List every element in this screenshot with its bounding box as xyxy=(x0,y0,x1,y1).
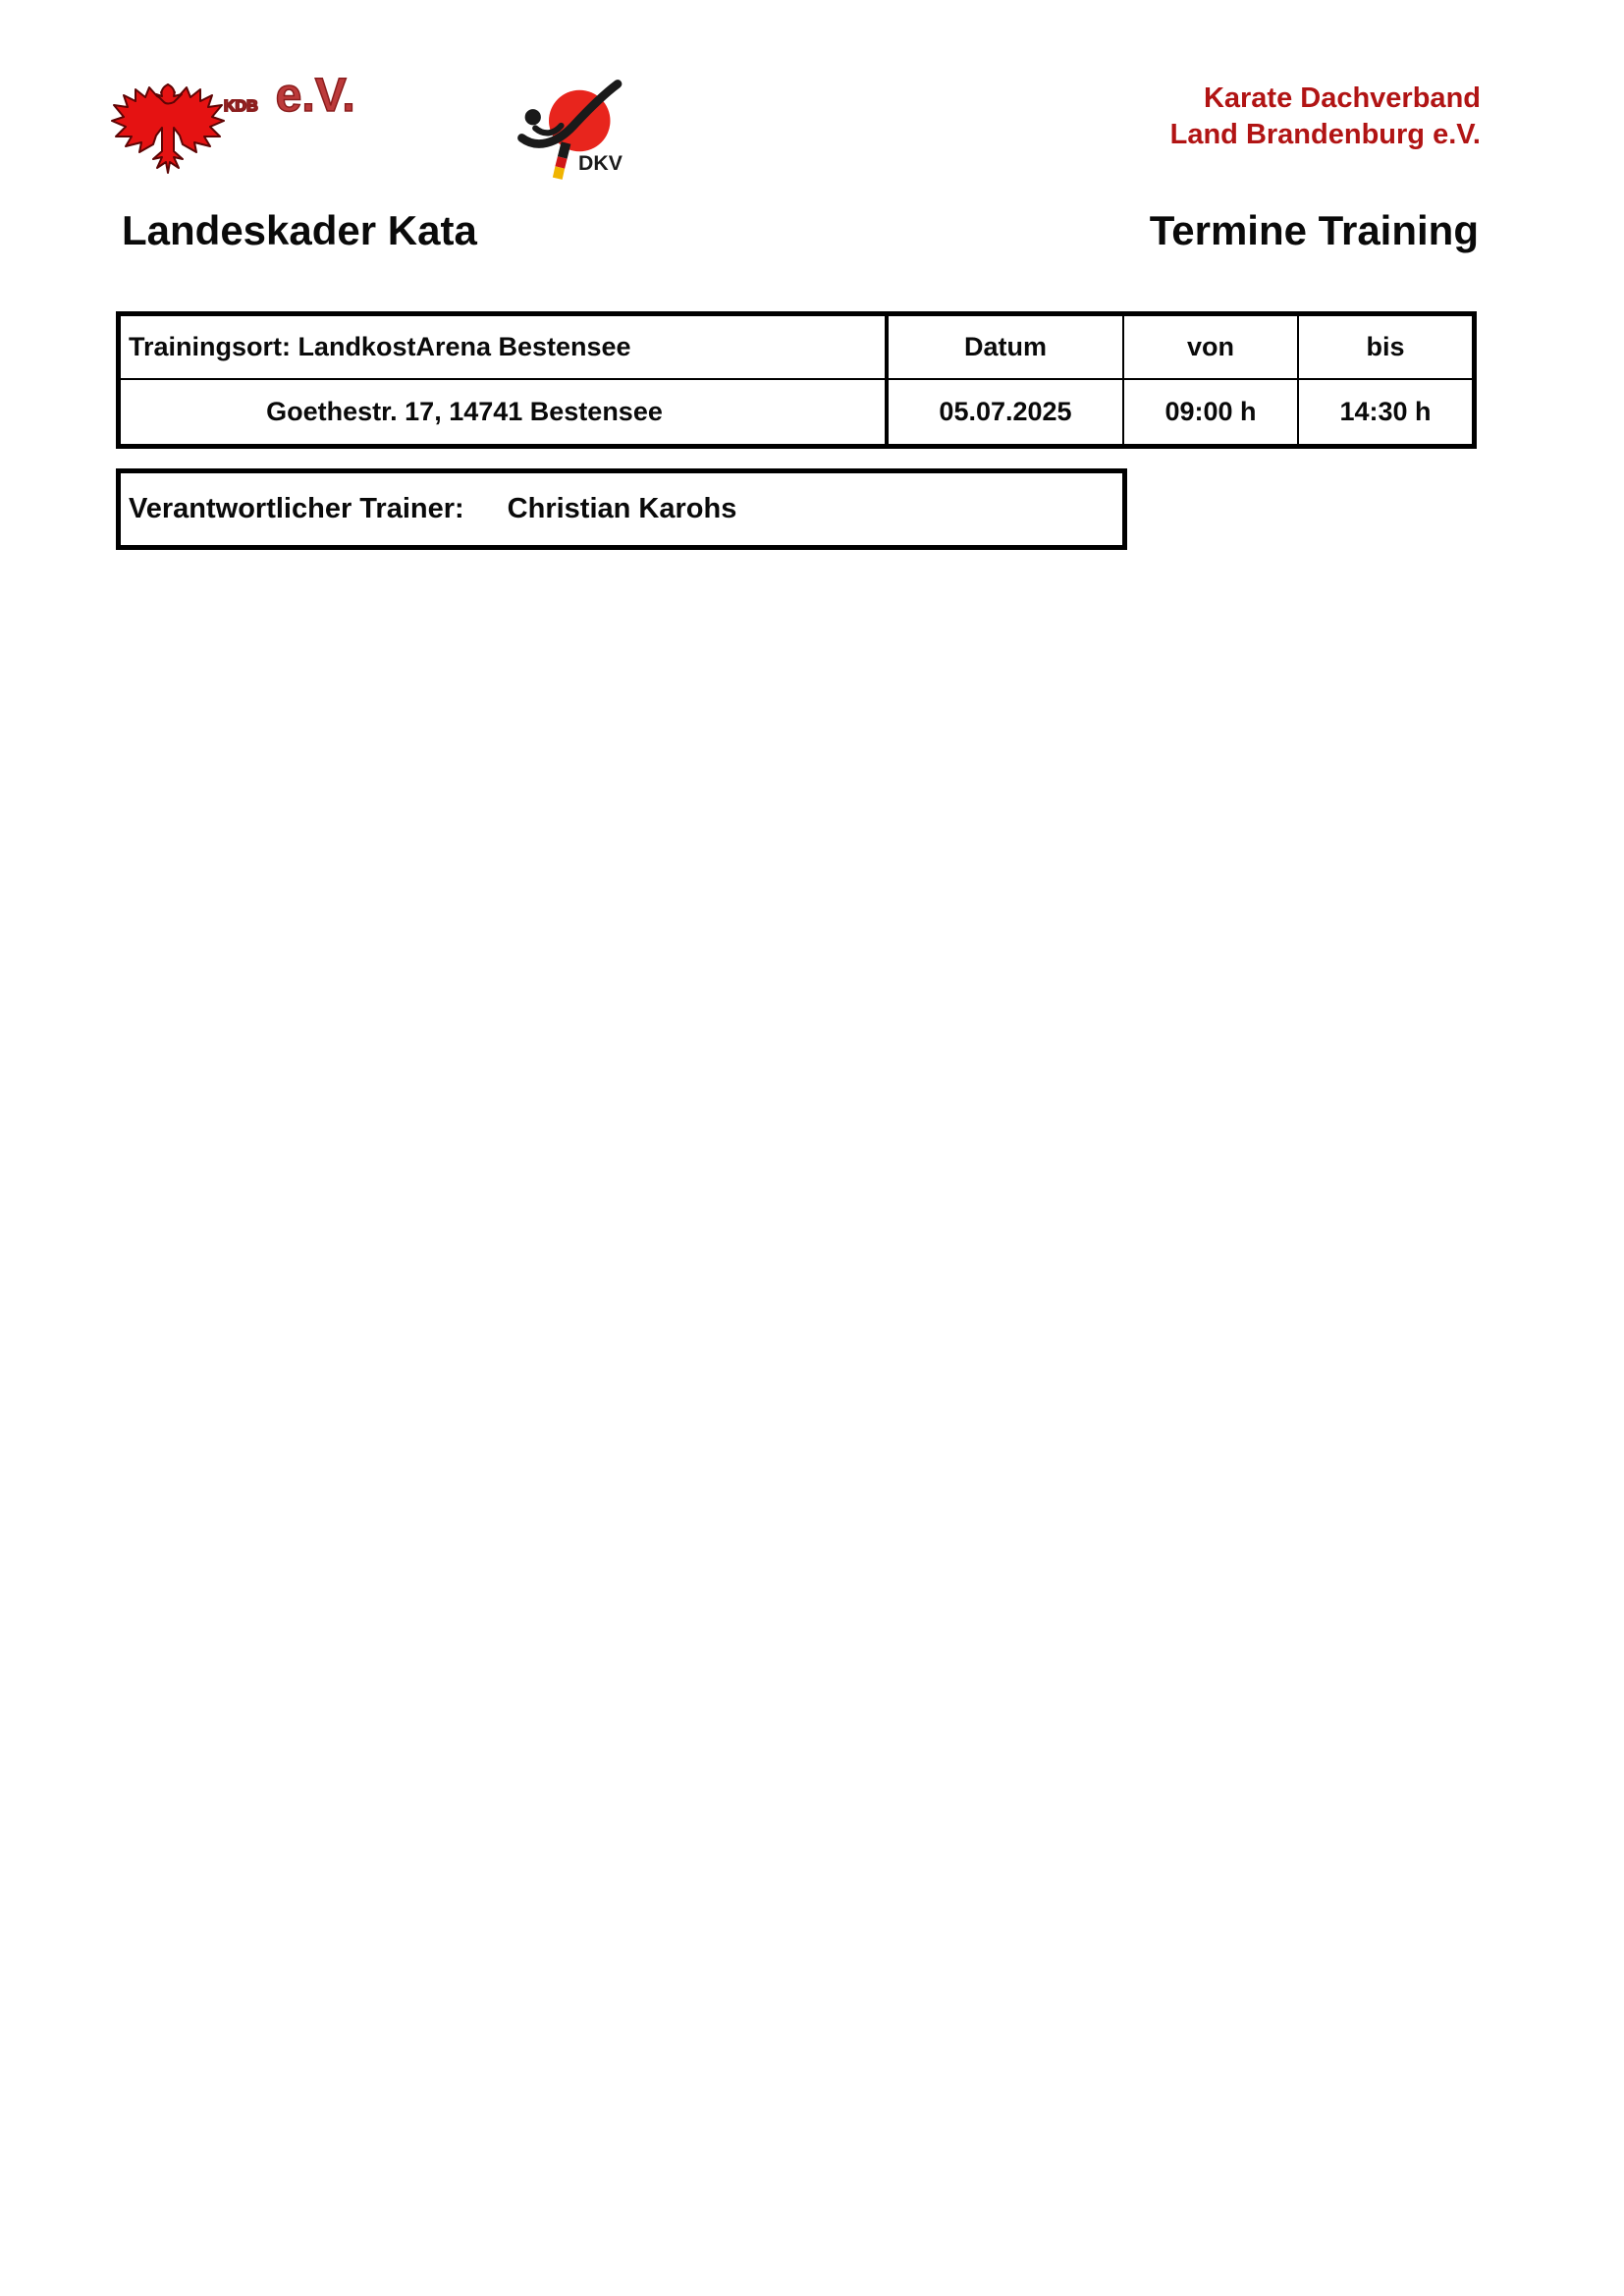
brandenburg-eagle-icon xyxy=(108,174,228,191)
trainer-name: Christian Karohs xyxy=(507,493,737,524)
location-header-cell xyxy=(121,316,889,380)
svg-text:DKV: DKV xyxy=(578,151,623,175)
kdb-acronym: KDB xyxy=(224,98,258,115)
column-header-bis: bis xyxy=(1299,316,1472,380)
column-header-datum: Datum xyxy=(889,316,1124,380)
location-address-cell xyxy=(121,380,889,444)
date-value: 05.07.2025 xyxy=(889,380,1124,444)
trainer-box xyxy=(116,468,1127,550)
page-subtitle: Termine Training xyxy=(1149,207,1479,253)
trainer-label: Verantwortlicher Trainer: xyxy=(129,493,464,524)
dkv-logo xyxy=(501,77,626,185)
venue-name: LandkostArena Bestensee xyxy=(298,332,631,361)
start-time-value: 09:00 h xyxy=(1124,380,1299,444)
org-name-line2: Land Brandenburg e.V. xyxy=(1169,119,1481,150)
org-name-block xyxy=(1170,81,1481,153)
column-header-von: von xyxy=(1124,316,1299,380)
page-title: Landeskader Kata xyxy=(122,207,477,253)
end-time-value: 14:30 h xyxy=(1339,397,1432,426)
kdb-wordmark xyxy=(224,70,355,122)
kdb-suffix: e.V. xyxy=(275,70,355,122)
org-name-line1: Karate Dachverband xyxy=(1203,82,1481,114)
training-schedule-table xyxy=(116,311,1477,449)
kdb-logo xyxy=(108,79,228,187)
location-label: Trainingsort: xyxy=(129,332,292,361)
dkv-karateka-icon xyxy=(501,151,626,189)
venue-address: Goethestr. 17, 14741 Bestensee xyxy=(266,397,663,426)
